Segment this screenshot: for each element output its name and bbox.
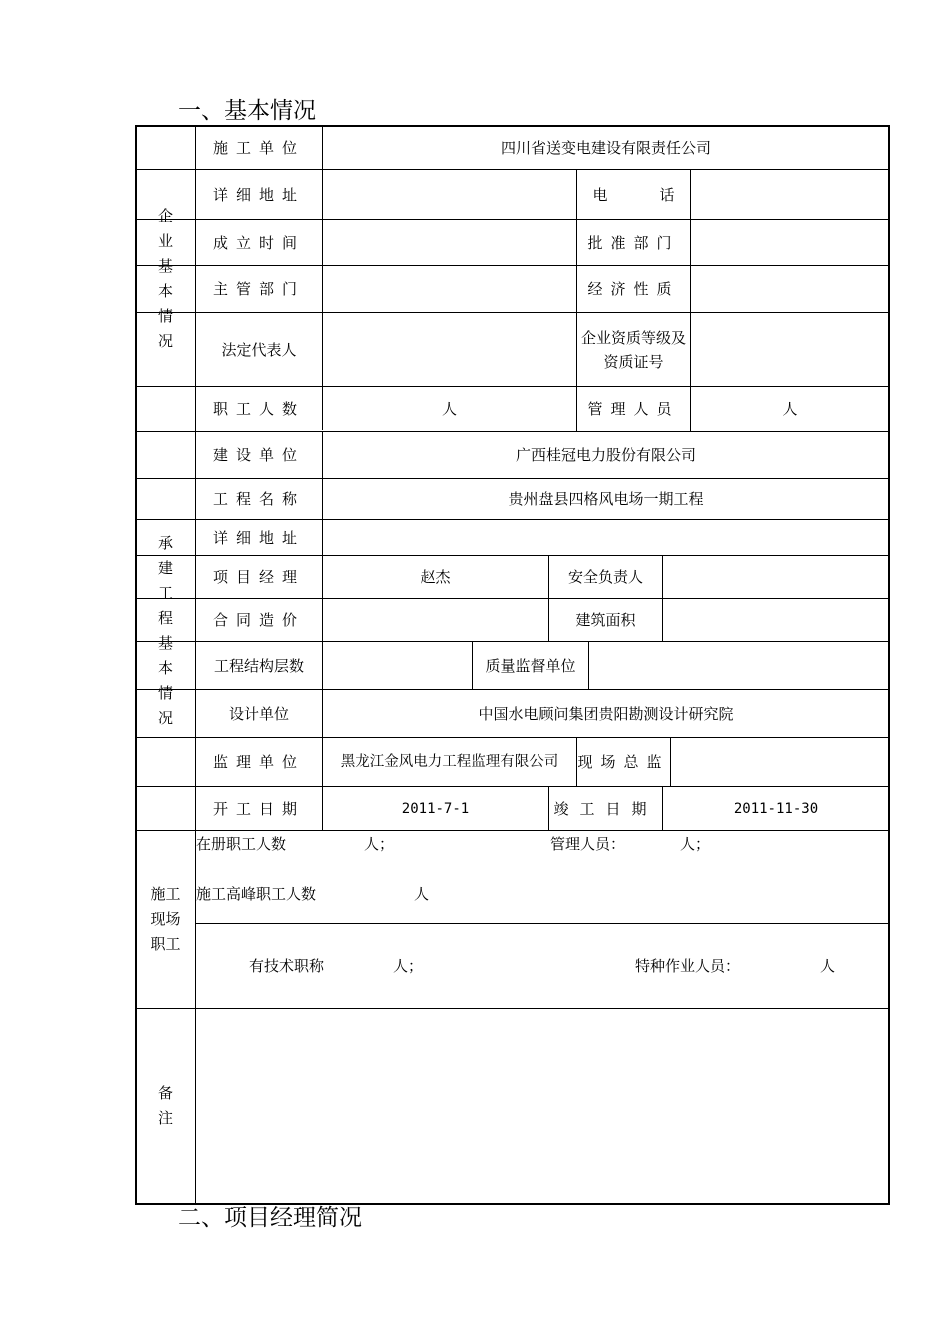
phone-value (691, 170, 889, 219)
site-managers-unit: 人； (680, 835, 711, 853)
managers-label: 管理人员 (587, 400, 680, 418)
project-name-label: 工程名称 (212, 490, 305, 508)
technical-title-label: 有技术职称 (249, 957, 325, 975)
peak-staff-unit: 人 (414, 885, 430, 903)
special-workers-label: 特种作业人员： (635, 957, 741, 975)
approval-dept-label: 批准部门 (587, 233, 680, 252)
project-group-label: 承建工程基本情况 (157, 534, 173, 727)
chief-supervisor-value (671, 738, 889, 786)
legal-rep-value (323, 313, 576, 386)
end-date-label: 竣工日期 (553, 799, 658, 818)
supervision-unit-value: 黑龙江金风电力工程监理有限公司 (340, 754, 559, 770)
qualification-value (691, 313, 889, 386)
section1-title: 一、基本情况 (178, 98, 316, 124)
site-managers-label: 管理人员： (550, 835, 626, 853)
phone-label: 电话 (592, 185, 727, 204)
economic-nature-value (691, 266, 889, 312)
safety-officer-label: 安全负责人 (567, 568, 643, 586)
legal-rep-label: 法定代表人 (221, 340, 297, 359)
project-name-value: 贵州盘县四格风电场一期工程 (508, 490, 704, 508)
supervisor-dept-value (323, 266, 576, 312)
founded-value (323, 220, 576, 265)
founded-label: 成立时间 (212, 233, 305, 252)
construction-unit-label: 施工单位 (212, 138, 305, 157)
supervisor-dept-label: 主管部门 (212, 280, 305, 298)
supervision-unit-label: 监理单位 (212, 753, 305, 771)
end-date-value: 2011-11-30 (733, 800, 819, 817)
site-staff-group-label: 施工现场职工 (150, 885, 181, 953)
economic-nature-label: 经济性质 (587, 280, 680, 298)
project-address-label: 详细地址 (212, 528, 305, 547)
enterprise-address-value (323, 170, 576, 219)
project-manager-label: 项目经理 (212, 568, 305, 586)
staff-count-label: 职工人数 (212, 400, 305, 418)
client-value: 广西桂冠电力股份有限公司 (515, 446, 696, 464)
safety-officer-value (663, 556, 889, 598)
chief-supervisor-label: 现场总监 (577, 753, 670, 771)
building-area-label: 建筑面积 (575, 611, 636, 629)
contract-price-value (323, 599, 548, 641)
design-unit-value: 中国水电顾问集团贵阳勘测设计研究院 (478, 704, 734, 723)
staff-count-unit: 人 (441, 400, 457, 418)
project-address-value (323, 520, 889, 555)
registered-staff-label: 在册职工人数 (196, 835, 287, 853)
peak-staff-label: 施工高峰职工人数 (196, 885, 317, 903)
start-date-label: 开工日期 (212, 799, 305, 818)
technical-title-unit: 人； (393, 957, 424, 975)
enterprise-address-label: 详细地址 (212, 185, 305, 204)
floors-value (323, 642, 472, 689)
project-manager-value: 赵杰 (420, 568, 451, 586)
contract-price-label: 合同造价 (212, 611, 305, 629)
floors-label: 工程结构层数 (213, 656, 304, 675)
section2-title: 二、项目经理简况 (178, 1205, 362, 1231)
approval-dept-value (691, 220, 889, 265)
quality-unit-label: 质量监督单位 (485, 656, 576, 675)
enterprise-group-label: 企业基本情况 (157, 206, 173, 350)
managers-unit: 人 (782, 400, 798, 418)
design-unit-label: 设计单位 (228, 704, 289, 723)
quality-unit-value (589, 642, 889, 689)
start-date-value: 2011-7-1 (401, 800, 470, 817)
building-area-value (663, 599, 889, 641)
registered-staff-unit: 人； (364, 835, 395, 853)
client-label: 建设单位 (212, 446, 305, 464)
remarks-label: 备注 (157, 1084, 173, 1127)
special-workers-unit: 人 (820, 957, 836, 975)
remarks-value (196, 1009, 889, 1203)
construction-unit-value: 四川省送变电建设有限责任公司 (500, 138, 711, 157)
qualification-label: 企业资质等级及资质证号 (581, 328, 687, 371)
